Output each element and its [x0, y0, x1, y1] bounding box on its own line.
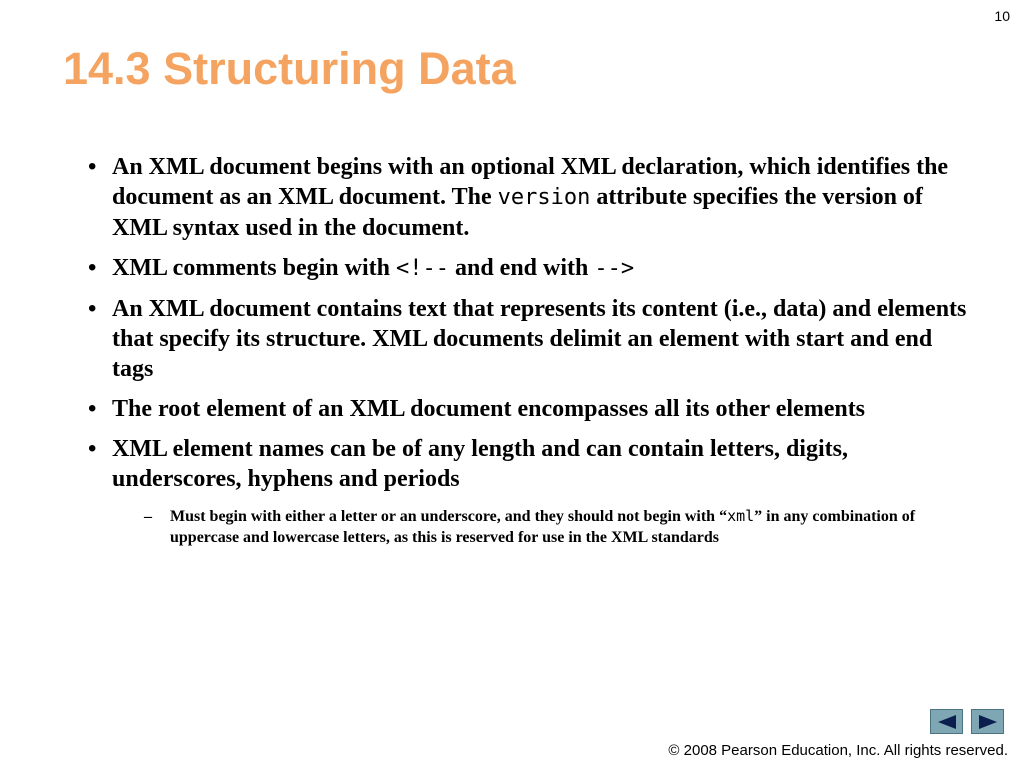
bullet-root-element [86, 394, 976, 424]
bullet-xml-comments [86, 253, 976, 284]
previous-slide-button[interactable] [930, 709, 963, 734]
bullet-text: attribute specifies the version of XML syntax used in the document. [112, 184, 923, 241]
bullet-text: The root element of an XML document encompasses all its other elements [112, 396, 866, 422]
bullet-list [86, 152, 976, 558]
code-xml: xml [727, 507, 755, 525]
triangle-right-icon [977, 714, 999, 730]
bullet-text: An XML document begins with an optional XML declaration, which identifies the document as an XML document. The [112, 154, 949, 210]
code-version: version [497, 185, 591, 210]
bullet-text: and end with [448, 255, 595, 281]
code-comment-start: <!-- [396, 256, 449, 281]
bullet-xml-content [86, 294, 976, 384]
sub-bullet-text: ” in any combination of uppercase and lowercase letters, as this is reserved for use in the XML standards [170, 508, 916, 546]
sub-bullet-list [112, 506, 976, 548]
bullet-element-names [86, 434, 976, 548]
bullet-text: XML comments begin with [112, 255, 396, 281]
slide-navigation [930, 709, 1004, 734]
bullet-xml-declaration [86, 152, 976, 243]
next-slide-button[interactable] [971, 709, 1004, 734]
bullet-text: XML element names can be of any length and can contain letters, digits, underscores, hyphens and periods [112, 436, 848, 492]
bullet-text: An XML document contains text that represents its content (i.e., data) and elements that specify its structure. XML documents delimit an element with start and end tags [112, 296, 967, 382]
sub-bullet-text: Must begin with either a letter or an underscore, and they should not begin with “ [170, 508, 728, 525]
code-comment-end: --> [594, 256, 635, 281]
slide-title: 14.3 Structuring Data [63, 43, 516, 94]
triangle-left-icon [936, 714, 958, 730]
sub-bullet-naming-rule [144, 506, 976, 548]
copyright-notice: © 2008 Pearson Education, Inc. All rights reserved. [668, 742, 1008, 759]
page-number: 10 [994, 8, 1010, 24]
